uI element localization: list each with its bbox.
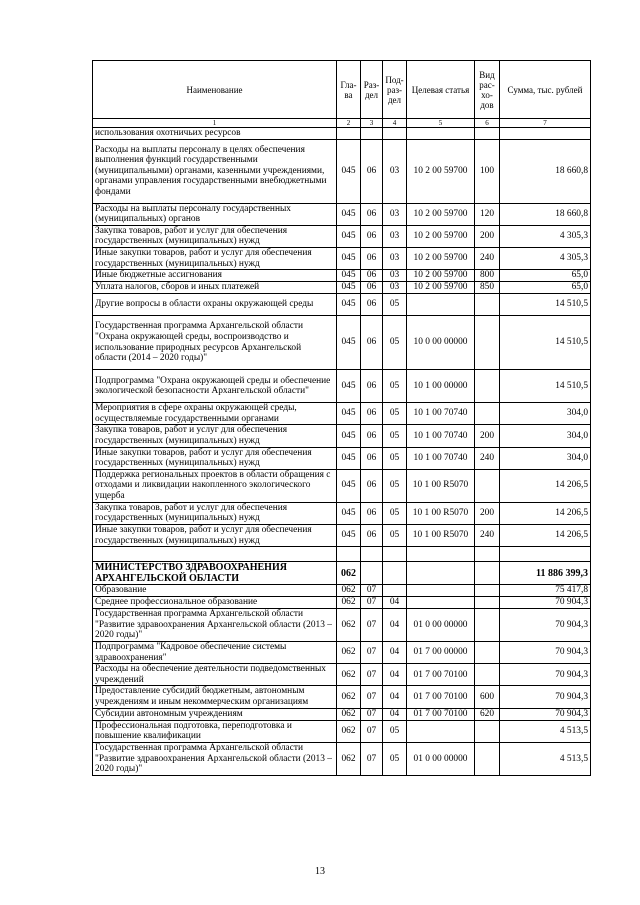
row-sum: 14 206,5 — [500, 524, 591, 546]
row-section: 06 — [361, 282, 383, 294]
row-chapter: 062 — [337, 609, 361, 642]
row-name: Уплата налогов, сборов и иных платежей — [93, 282, 337, 294]
row-section: 07 — [361, 597, 383, 609]
row-section: 07 — [361, 720, 383, 742]
table-body-ecology — [93, 128, 591, 547]
table-row — [93, 225, 591, 247]
row-target: 01 7 00 70100 — [407, 686, 475, 708]
row-subsection: 03 — [383, 247, 407, 269]
row-chapter: 045 — [337, 247, 361, 269]
row-kind — [475, 403, 500, 425]
row-sum: 304,0 — [500, 403, 591, 425]
row-name: Среднее профессиональное образование — [93, 597, 337, 609]
row-kind: 200 — [475, 502, 500, 524]
row-subsection: 05 — [383, 720, 407, 742]
row-kind: 600 — [475, 686, 500, 708]
column-number: 4 — [383, 119, 407, 128]
row-subsection: 04 — [383, 609, 407, 642]
row-chapter: 062 — [337, 686, 361, 708]
column-number: 5 — [407, 119, 475, 128]
column-number: 3 — [361, 119, 383, 128]
table-row — [93, 128, 591, 140]
row-subsection: 05 — [383, 742, 407, 775]
header-subsection: Под-раз-дел — [383, 61, 407, 119]
row-subsection — [383, 128, 407, 140]
row-kind — [475, 294, 500, 316]
table-row — [93, 609, 591, 642]
row-name: Расходы на обеспечение деятельности подведомственных учреждений — [93, 664, 337, 686]
row-target: 10 1 00 00000 — [407, 370, 475, 403]
row-subsection: 05 — [383, 469, 407, 502]
row-subsection: 04 — [383, 686, 407, 708]
row-subsection: 03 — [383, 270, 407, 282]
row-name: Государственная программа Архангельской области "Охрана окружающей среды, воспроизводство и использование природных ресурсов Архангельской области (2014 – 2020 годы)" — [93, 316, 337, 370]
row-sum: 304,0 — [500, 425, 591, 447]
row-subsection: 04 — [383, 597, 407, 609]
row-chapter: 045 — [337, 270, 361, 282]
row-sum: 70 904,3 — [500, 708, 591, 720]
row-kind: 200 — [475, 225, 500, 247]
ministry-row — [93, 562, 591, 585]
row-section: 06 — [361, 403, 383, 425]
row-sum — [500, 128, 591, 140]
table-row — [93, 664, 591, 686]
row-chapter — [337, 128, 361, 140]
row-subsection: 04 — [383, 642, 407, 664]
row-kind — [475, 642, 500, 664]
row-sum: 18 660,8 — [500, 203, 591, 225]
table-row — [93, 524, 591, 546]
row-target: 10 1 00 70740 — [407, 403, 475, 425]
row-section: 06 — [361, 270, 383, 282]
table-row — [93, 502, 591, 524]
row-name: Иные закупки товаров, работ и услуг для обеспечения государственных (муниципальных) нужд — [93, 247, 337, 269]
table-row — [93, 642, 591, 664]
header-section: Раз-дел — [361, 61, 383, 119]
row-section: 06 — [361, 370, 383, 403]
table-row — [93, 294, 591, 316]
row-subsection: 04 — [383, 708, 407, 720]
row-sum: 4 305,3 — [500, 247, 591, 269]
row-name: Образование — [93, 585, 337, 597]
row-name: Закупка товаров, работ и услуг для обеспечения государственных (муниципальных) нужд — [93, 225, 337, 247]
row-name: Государственная программа Архангельской области "Развитие здравоохранения Архангельской области (2013 – 2020 годы)" — [93, 609, 337, 642]
row-chapter: 045 — [337, 502, 361, 524]
column-number: 2 — [337, 119, 361, 128]
table-row — [93, 720, 591, 742]
row-section: 06 — [361, 203, 383, 225]
page-number: 13 — [315, 866, 325, 877]
row-target: 10 2 00 59700 — [407, 247, 475, 269]
row-kind: 800 — [475, 270, 500, 282]
row-sum: 65,0 — [500, 282, 591, 294]
row-kind — [475, 128, 500, 140]
row-target: 10 2 00 59700 — [407, 225, 475, 247]
row-kind: 240 — [475, 247, 500, 269]
row-section: 06 — [361, 469, 383, 502]
row-kind: 240 — [475, 447, 500, 469]
table-row — [93, 597, 591, 609]
row-sum: 14 206,5 — [500, 469, 591, 502]
row-chapter: 062 — [337, 742, 361, 775]
table-row — [93, 469, 591, 502]
row-chapter: 045 — [337, 469, 361, 502]
table-row — [93, 139, 591, 203]
row-target: 10 2 00 59700 — [407, 203, 475, 225]
row-kind — [475, 469, 500, 502]
row-chapter: 062 — [337, 642, 361, 664]
row-section: 06 — [361, 447, 383, 469]
row-name: Другие вопросы в области охраны окружающей среды — [93, 294, 337, 316]
row-section: 06 — [361, 316, 383, 370]
row-section: 06 — [361, 225, 383, 247]
row-sum: 14 510,5 — [500, 316, 591, 370]
row-kind: 200 — [475, 425, 500, 447]
header-target: Целевая статья — [407, 61, 475, 119]
spacer-row — [93, 547, 591, 562]
ministry-chapter: 062 — [337, 562, 361, 585]
row-name: Поддержка региональных проектов в области обращения с отходами и ликвидации накопленного экологического ущерба — [93, 469, 337, 502]
column-number: 6 — [475, 119, 500, 128]
budget-table-sheet — [92, 60, 590, 776]
column-number: 1 — [93, 119, 337, 128]
row-sum: 65,0 — [500, 270, 591, 282]
row-sum: 14 206,5 — [500, 502, 591, 524]
row-kind: 850 — [475, 282, 500, 294]
row-subsection: 05 — [383, 403, 407, 425]
row-subsection: 05 — [383, 502, 407, 524]
row-chapter: 045 — [337, 139, 361, 203]
row-sum: 304,0 — [500, 447, 591, 469]
row-chapter: 045 — [337, 403, 361, 425]
header-kind: Вид рас-хо-дов — [475, 61, 500, 119]
row-target: 01 7 00 70100 — [407, 708, 475, 720]
row-chapter: 045 — [337, 225, 361, 247]
row-kind: 120 — [475, 203, 500, 225]
table-row — [93, 447, 591, 469]
row-kind: 240 — [475, 524, 500, 546]
row-section: 06 — [361, 294, 383, 316]
row-target — [407, 128, 475, 140]
table-row — [93, 585, 591, 597]
row-name: Закупка товаров, работ и услуг для обеспечения государственных (муниципальных) нужд — [93, 425, 337, 447]
row-sum: 4 305,3 — [500, 225, 591, 247]
row-sum: 70 904,3 — [500, 597, 591, 609]
row-kind — [475, 585, 500, 597]
row-name: Иные закупки товаров, работ и услуг для обеспечения государственных (муниципальных) нужд — [93, 524, 337, 546]
row-section: 07 — [361, 642, 383, 664]
row-name: Предоставление субсидий бюджетным, автономным учреждениям и иным некоммерческим организациям — [93, 686, 337, 708]
row-name: Государственная программа Архангельской области "Развитие здравоохранения Архангельской области (2013 – 2020 годы)" — [93, 742, 337, 775]
header-name: Наименование — [93, 61, 337, 119]
table-row — [93, 370, 591, 403]
table-row — [93, 282, 591, 294]
row-chapter: 062 — [337, 597, 361, 609]
row-subsection: 05 — [383, 524, 407, 546]
header-sum: Сумма, тыс. рублей — [500, 61, 591, 119]
row-chapter: 045 — [337, 203, 361, 225]
row-subsection: 03 — [383, 282, 407, 294]
row-name: Иные бюджетные ассигнования — [93, 270, 337, 282]
row-subsection: 05 — [383, 316, 407, 370]
row-chapter: 062 — [337, 664, 361, 686]
table-row — [93, 708, 591, 720]
row-section: 06 — [361, 247, 383, 269]
header-chapter: Гла-ва — [337, 61, 361, 119]
budget-table — [92, 60, 591, 776]
row-target: 10 1 00 70740 — [407, 447, 475, 469]
row-sum: 70 904,3 — [500, 664, 591, 686]
row-chapter: 045 — [337, 316, 361, 370]
row-sum: 75 417,8 — [500, 585, 591, 597]
row-kind — [475, 720, 500, 742]
row-target: 10 2 00 59700 — [407, 282, 475, 294]
row-section: 07 — [361, 609, 383, 642]
row-target: 10 0 00 00000 — [407, 316, 475, 370]
row-section: 06 — [361, 139, 383, 203]
row-target: 10 1 00 70740 — [407, 425, 475, 447]
table-row — [93, 316, 591, 370]
table-body-ministry — [93, 547, 591, 585]
table-header-row — [93, 61, 591, 119]
row-subsection: 05 — [383, 447, 407, 469]
row-sum: 70 904,3 — [500, 642, 591, 664]
column-number-row — [93, 119, 591, 128]
row-target: 10 1 00 R5070 — [407, 469, 475, 502]
row-chapter: 045 — [337, 294, 361, 316]
row-sum: 18 660,8 — [500, 139, 591, 203]
row-subsection: 04 — [383, 664, 407, 686]
row-section: 06 — [361, 425, 383, 447]
row-kind — [475, 370, 500, 403]
row-chapter: 045 — [337, 282, 361, 294]
row-section — [361, 128, 383, 140]
row-chapter: 062 — [337, 708, 361, 720]
table-row — [93, 203, 591, 225]
row-name: Профессиональная подготовка, переподготовка и повышение квалификации — [93, 720, 337, 742]
row-target — [407, 597, 475, 609]
row-kind — [475, 316, 500, 370]
row-kind — [475, 597, 500, 609]
row-target: 10 1 00 R5070 — [407, 524, 475, 546]
row-target: 10 2 00 59700 — [407, 270, 475, 282]
table-row — [93, 686, 591, 708]
row-chapter: 045 — [337, 524, 361, 546]
row-chapter: 045 — [337, 425, 361, 447]
row-subsection: 05 — [383, 425, 407, 447]
row-section: 07 — [361, 664, 383, 686]
row-chapter: 045 — [337, 370, 361, 403]
table-row — [93, 742, 591, 775]
row-subsection: 03 — [383, 139, 407, 203]
row-name: Мероприятия в сфере охраны окружающей среды, осуществляемые государственными органами — [93, 403, 337, 425]
row-kind: 620 — [475, 708, 500, 720]
row-subsection: 03 — [383, 203, 407, 225]
row-sum: 14 510,5 — [500, 294, 591, 316]
row-chapter: 062 — [337, 720, 361, 742]
table-row — [93, 403, 591, 425]
row-subsection — [383, 585, 407, 597]
row-section: 06 — [361, 502, 383, 524]
row-name: Закупка товаров, работ и услуг для обеспечения государственных (муниципальных) нужд — [93, 502, 337, 524]
table-row — [93, 270, 591, 282]
table-row — [93, 425, 591, 447]
table-body-health — [93, 585, 591, 776]
row-name: Расходы на выплаты персоналу государственных (муниципальных) органов — [93, 203, 337, 225]
row-target — [407, 294, 475, 316]
row-name: Иные закупки товаров, работ и услуг для обеспечения государственных (муниципальных) нужд — [93, 447, 337, 469]
column-number: 7 — [500, 119, 591, 128]
row-name: использования охотничьих ресурсов — [93, 128, 337, 140]
row-target — [407, 720, 475, 742]
table-row — [93, 247, 591, 269]
row-sum: 4 513,5 — [500, 742, 591, 775]
row-name: Расходы на выплаты персоналу в целях обеспечения выполнения функций государственными (муниципальными) органами, казенными учреждениями, органами управления государственными внебюджетными фондами — [93, 139, 337, 203]
row-target — [407, 585, 475, 597]
row-chapter: 045 — [337, 447, 361, 469]
row-sum: 70 904,3 — [500, 686, 591, 708]
row-section: 07 — [361, 742, 383, 775]
row-kind — [475, 664, 500, 686]
row-target: 01 7 00 00000 — [407, 642, 475, 664]
row-subsection: 05 — [383, 370, 407, 403]
row-subsection: 05 — [383, 294, 407, 316]
row-kind — [475, 609, 500, 642]
row-target: 01 0 00 00000 — [407, 742, 475, 775]
row-kind: 100 — [475, 139, 500, 203]
ministry-name: МИНИСТЕРСТВО ЗДРАВООХРАНЕНИЯ АРХАНГЕЛЬСКОЙ ОБЛАСТИ — [93, 562, 337, 585]
ministry-sum: 11 886 399,3 — [500, 562, 591, 585]
row-section: 06 — [361, 524, 383, 546]
row-name: Подпрограмма "Кадровое обеспечение системы здравоохранения" — [93, 642, 337, 664]
row-name: Субсидии автономным учреждениям — [93, 708, 337, 720]
row-section: 07 — [361, 708, 383, 720]
row-target: 01 7 00 70100 — [407, 664, 475, 686]
row-sum: 4 513,5 — [500, 720, 591, 742]
row-section: 07 — [361, 686, 383, 708]
row-chapter: 062 — [337, 585, 361, 597]
row-target: 10 1 00 R5070 — [407, 502, 475, 524]
row-section: 07 — [361, 585, 383, 597]
row-target: 10 2 00 59700 — [407, 139, 475, 203]
row-subsection: 03 — [383, 225, 407, 247]
row-name: Подпрограмма "Охрана окружающей среды и обеспечение экологической безопасности Архангельской области" — [93, 370, 337, 403]
row-sum: 70 904,3 — [500, 609, 591, 642]
row-sum: 14 510,5 — [500, 370, 591, 403]
row-target: 01 0 00 00000 — [407, 609, 475, 642]
row-kind — [475, 742, 500, 775]
